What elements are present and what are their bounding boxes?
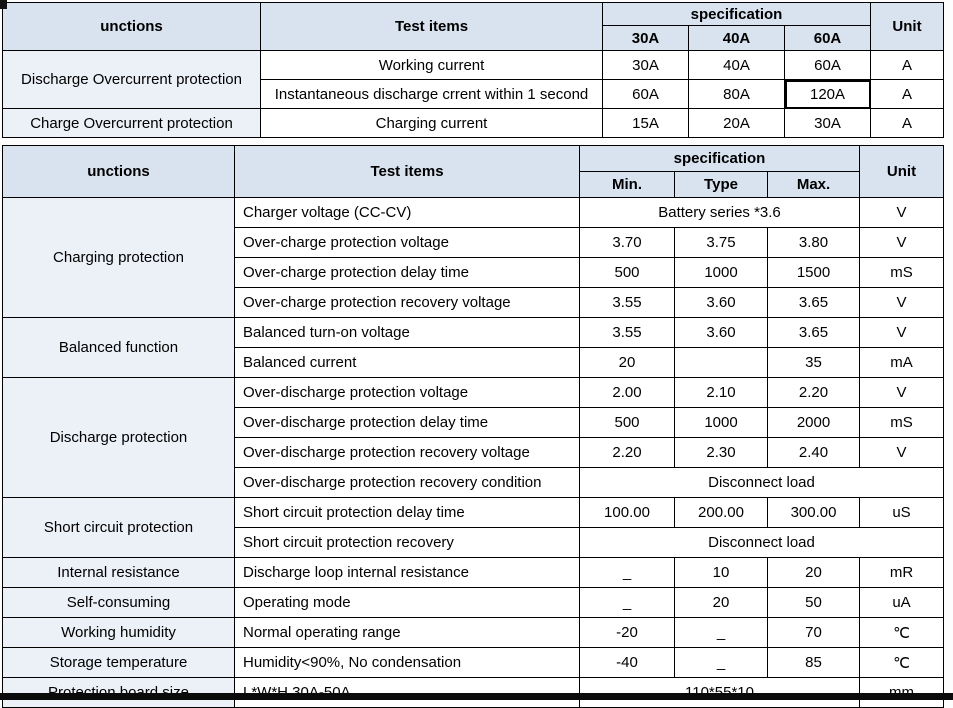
table-row (3, 588, 944, 618)
test-item-cell: Short circuit protection delay time (235, 498, 580, 528)
test-item-cell: Normal operating range (235, 618, 580, 648)
table-row (3, 618, 944, 648)
test-item-cell: Over-discharge protection recovery condition (235, 468, 580, 498)
test-item-cell: Humidity<90%, No condensation (235, 648, 580, 678)
value-cell: 60A (785, 51, 871, 80)
unit-cell: A (871, 109, 944, 138)
value-cell: 30A (785, 109, 871, 138)
value-cell: 15A (603, 109, 689, 138)
value-cell: 20A (689, 109, 785, 138)
unit-cell: V (860, 378, 944, 408)
value-cell: 2.30 (675, 438, 768, 468)
unit-header: Unit (860, 146, 944, 198)
test-item-cell: Short circuit protection recovery (235, 528, 580, 558)
value-cell: _ (580, 558, 675, 588)
value-cell: 20 (675, 588, 768, 618)
table-row (3, 648, 944, 678)
spec-col-min: Min. (580, 172, 675, 198)
spec-col-max: Max. (768, 172, 860, 198)
function-cell: Short circuit protection (3, 498, 235, 558)
table1-header-row (3, 3, 944, 26)
value-span-cell: Disconnect load (580, 528, 944, 558)
value-cell: 3.65 (768, 318, 860, 348)
value-cell: _ (675, 618, 768, 648)
value-cell-highlighted: 120A (785, 80, 871, 109)
test-item-cell: Balanced turn-on voltage (235, 318, 580, 348)
value-cell: 2.10 (675, 378, 768, 408)
value-cell: 3.80 (768, 228, 860, 258)
value-span-cell: Battery series *3.6 (580, 198, 860, 228)
value-cell: 70 (768, 618, 860, 648)
value-cell: 3.55 (580, 288, 675, 318)
table-row (3, 558, 944, 588)
spec-col-60a: 60A (785, 26, 871, 51)
value-cell: 500 (580, 408, 675, 438)
table-row (3, 318, 944, 348)
test-item-cell: Working current (261, 51, 603, 80)
unit-cell: mS (860, 408, 944, 438)
unit-cell: V (860, 438, 944, 468)
unit-header: Unit (871, 3, 944, 51)
function-cell: Discharge protection (3, 378, 235, 498)
value-cell: 3.65 (768, 288, 860, 318)
function-cell: Balanced function (3, 318, 235, 378)
value-cell: 3.55 (580, 318, 675, 348)
value-cell: 2.00 (580, 378, 675, 408)
value-cell: 85 (768, 648, 860, 678)
value-cell: -20 (580, 618, 675, 648)
unit-cell: A (871, 80, 944, 109)
function-cell: Internal resistance (3, 558, 235, 588)
value-cell: -40 (580, 648, 675, 678)
value-cell: 35 (768, 348, 860, 378)
unit-cell: V (860, 288, 944, 318)
unit-cell: uA (860, 588, 944, 618)
table-row (3, 498, 944, 528)
unit-cell: uS (860, 498, 944, 528)
value-span-cell: Disconnect load (580, 468, 944, 498)
unit-cell: mS (860, 258, 944, 288)
value-cell: 30A (603, 51, 689, 80)
protection-spec-table (2, 145, 944, 708)
table-row (3, 109, 944, 138)
unit-cell: ℃ (860, 618, 944, 648)
photo-corner-artifact (0, 0, 7, 9)
value-cell: 1000 (675, 258, 768, 288)
unit-cell: mA (860, 348, 944, 378)
value-cell: 3.60 (675, 288, 768, 318)
table-row (3, 198, 944, 228)
value-cell: 80A (689, 80, 785, 109)
spec-col-type: Type (675, 172, 768, 198)
spec-col-30a: 30A (603, 26, 689, 51)
photo-bottom-bar (0, 693, 953, 700)
test-item-cell: Charging current (261, 109, 603, 138)
test-item-cell: Over-discharge protection recovery voltage (235, 438, 580, 468)
unit-cell: V (860, 228, 944, 258)
value-cell (675, 348, 768, 378)
test-item-cell: Over-charge protection voltage (235, 228, 580, 258)
test-item-cell: Over-charge protection recovery voltage (235, 288, 580, 318)
test-item-cell: Charger voltage (CC-CV) (235, 198, 580, 228)
test-item-cell: Over-discharge protection voltage (235, 378, 580, 408)
value-cell: _ (580, 588, 675, 618)
value-cell: 40A (689, 51, 785, 80)
unit-cell: mR (860, 558, 944, 588)
function-cell: Working humidity (3, 618, 235, 648)
functions-header: unctions (3, 3, 261, 51)
table-row (3, 51, 944, 80)
value-cell: 1500 (768, 258, 860, 288)
test-items-header: Test items (235, 146, 580, 198)
value-cell: 2.20 (768, 378, 860, 408)
test-item-cell: Instantaneous discharge crrent within 1 second (261, 80, 603, 109)
value-cell: 3.70 (580, 228, 675, 258)
specification-header: specification (603, 3, 871, 26)
function-cell: Discharge Overcurrent protection (3, 51, 261, 109)
specification-header: specification (580, 146, 860, 172)
test-items-header: Test items (261, 3, 603, 51)
test-item-cell: Balanced current (235, 348, 580, 378)
value-cell: 300.00 (768, 498, 860, 528)
value-cell: 500 (580, 258, 675, 288)
test-item-cell: Over-charge protection delay time (235, 258, 580, 288)
value-cell: 200.00 (675, 498, 768, 528)
unit-cell: V (860, 198, 944, 228)
value-cell: _ (675, 648, 768, 678)
test-item-cell: Over-discharge protection delay time (235, 408, 580, 438)
test-item-cell: Discharge loop internal resistance (235, 558, 580, 588)
value-cell: 2.40 (768, 438, 860, 468)
function-cell: Storage temperature (3, 648, 235, 678)
unit-cell: A (871, 51, 944, 80)
value-cell: 100.00 (580, 498, 675, 528)
value-cell: 1000 (675, 408, 768, 438)
value-cell: 3.60 (675, 318, 768, 348)
overcurrent-spec-table (2, 2, 944, 138)
spec-col-40a: 40A (689, 26, 785, 51)
unit-cell: ℃ (860, 648, 944, 678)
function-cell: Charging protection (3, 198, 235, 318)
unit-cell: V (860, 318, 944, 348)
functions-header: unctions (3, 146, 235, 198)
value-cell: 10 (675, 558, 768, 588)
value-cell: 2.20 (580, 438, 675, 468)
table-row (3, 378, 944, 408)
value-cell: 20 (580, 348, 675, 378)
function-cell: Self-consuming (3, 588, 235, 618)
test-item-cell: Operating mode (235, 588, 580, 618)
value-cell: 20 (768, 558, 860, 588)
value-cell: 50 (768, 588, 860, 618)
value-cell: 3.75 (675, 228, 768, 258)
function-cell: Charge Overcurrent protection (3, 109, 261, 138)
table2-header-row (3, 146, 944, 172)
value-cell: 60A (603, 80, 689, 109)
value-cell: 2000 (768, 408, 860, 438)
